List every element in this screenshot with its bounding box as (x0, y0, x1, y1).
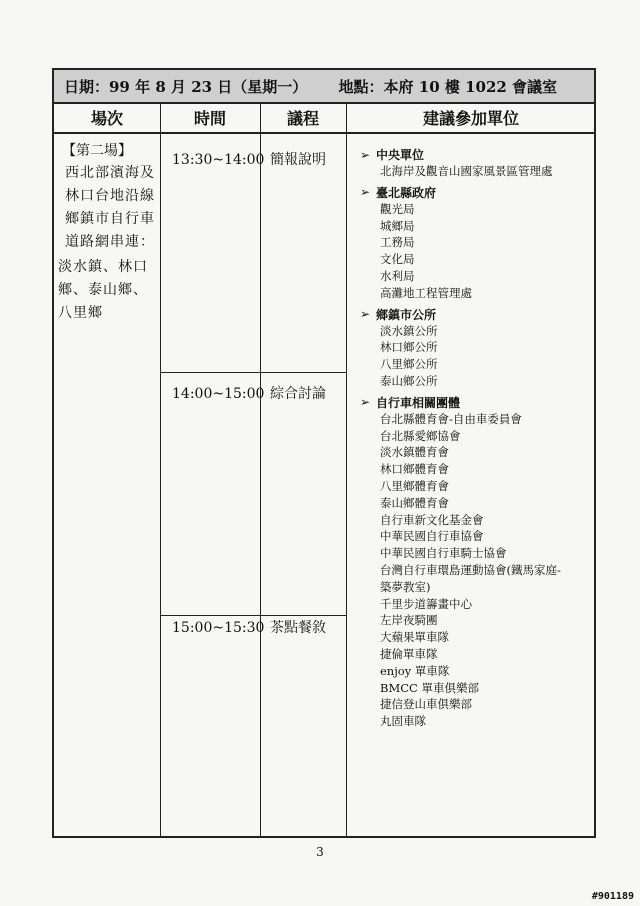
unit-group-title: 臺北縣政府 (376, 185, 437, 200)
unit-item: 高灘地工程管理處 (380, 285, 472, 300)
column-header-units: 建議參加單位 (346, 104, 596, 134)
column-header-session: 場次 (54, 104, 160, 134)
unit-item: 台北縣愛鄉協會 (380, 428, 461, 443)
arrow-bullet-icon: ➢ (360, 307, 371, 322)
unit-item: 泰山鄉體育會 (380, 495, 449, 510)
unit-item: 台灣自行車環島運動協會(鐵馬家庭- (380, 562, 561, 577)
agenda-item-2: 綜合討論 (270, 386, 326, 402)
session-towns: 淡水鎮、林口鄉、泰山鄉、八里鄉 (58, 259, 148, 321)
session-tag: 【第二場】 (62, 143, 132, 159)
unit-item: 林口鄉體育會 (380, 462, 449, 477)
unit-item: BMCC 單車俱樂部 (380, 680, 479, 695)
unit-item: 捷信登山車俱樂部 (380, 697, 472, 712)
row-divider (160, 372, 346, 373)
unit-item: 水利局 (380, 268, 415, 283)
unit-group-title: 鄉鎮市公所 (376, 307, 437, 322)
unit-item: 丸固車隊 (380, 714, 426, 729)
unit-item: 自行車新文化基金會 (380, 512, 484, 527)
suggested-units-list (360, 142, 596, 730)
column-header-agenda: 議程 (260, 104, 346, 134)
row-divider (160, 615, 346, 616)
meeting-place: 地點：本府 10 樓 1022 會議室 (338, 78, 558, 96)
unit-item: 文化局 (380, 252, 415, 267)
agenda-item-3: 茶點餐敘 (270, 620, 326, 636)
time-slot-2: 14:00~15:00 (172, 386, 265, 402)
arrow-bullet-icon: ➢ (360, 395, 371, 410)
unit-item: 築夢教室) (380, 579, 431, 594)
unit-item: 八里鄉公所 (380, 357, 438, 372)
document-id-stamp: #901189 (591, 891, 634, 902)
unit-item: 北海岸及觀音山國家風景區管理處 (380, 164, 553, 178)
unit-item: 千里步道籌畫中心 (380, 596, 472, 611)
page-number: 3 (316, 845, 324, 859)
arrow-bullet-icon: ➢ (360, 147, 371, 162)
unit-item: 工務局 (380, 235, 415, 250)
unit-group (360, 306, 596, 323)
unit-group (360, 394, 596, 411)
session-description: 西北部濱海及林口台地沿線鄉鎮市自行車道路網串連： (65, 165, 155, 250)
unit-item: 觀光局 (380, 201, 415, 216)
unit-group-title: 中央單位 (376, 148, 425, 162)
date-place-header (54, 70, 594, 104)
column-divider (346, 104, 347, 836)
unit-item: 淡水鎮體育會 (380, 445, 449, 460)
time-slot-1: 13:30~14:00 (172, 152, 265, 168)
unit-group (360, 146, 596, 163)
column-divider (260, 104, 261, 836)
unit-item: enjoy 單車隊 (380, 663, 450, 678)
unit-item: 台北縣體育會-自由車委員會 (380, 411, 522, 426)
unit-item: 大蘋果單車隊 (380, 630, 449, 645)
meeting-date: 日期：99 年 8 月 23 日（星期一） (64, 78, 308, 96)
unit-item: 中華民國自行車騎士協會 (380, 546, 507, 561)
unit-group (360, 184, 596, 201)
unit-item: 中華民國自行車協會 (380, 529, 484, 544)
unit-item: 八里鄉體育會 (380, 478, 449, 493)
meeting-table (52, 68, 596, 838)
unit-item: 左岸夜騎團 (380, 613, 438, 628)
unit-item: 淡水鎮公所 (380, 323, 438, 338)
unit-group-title: 自行車相關團體 (376, 395, 461, 410)
unit-item: 城鄉局 (380, 218, 415, 233)
unit-item: 泰山鄉公所 (380, 373, 438, 388)
time-slot-3: 15:00~15:30 (172, 620, 265, 636)
agenda-item-1: 簡報說明 (270, 152, 326, 168)
column-header-time: 時間 (160, 104, 260, 134)
unit-item: 林口鄉公所 (380, 340, 438, 355)
arrow-bullet-icon: ➢ (360, 185, 371, 200)
unit-item: 捷倫單車隊 (380, 646, 438, 661)
